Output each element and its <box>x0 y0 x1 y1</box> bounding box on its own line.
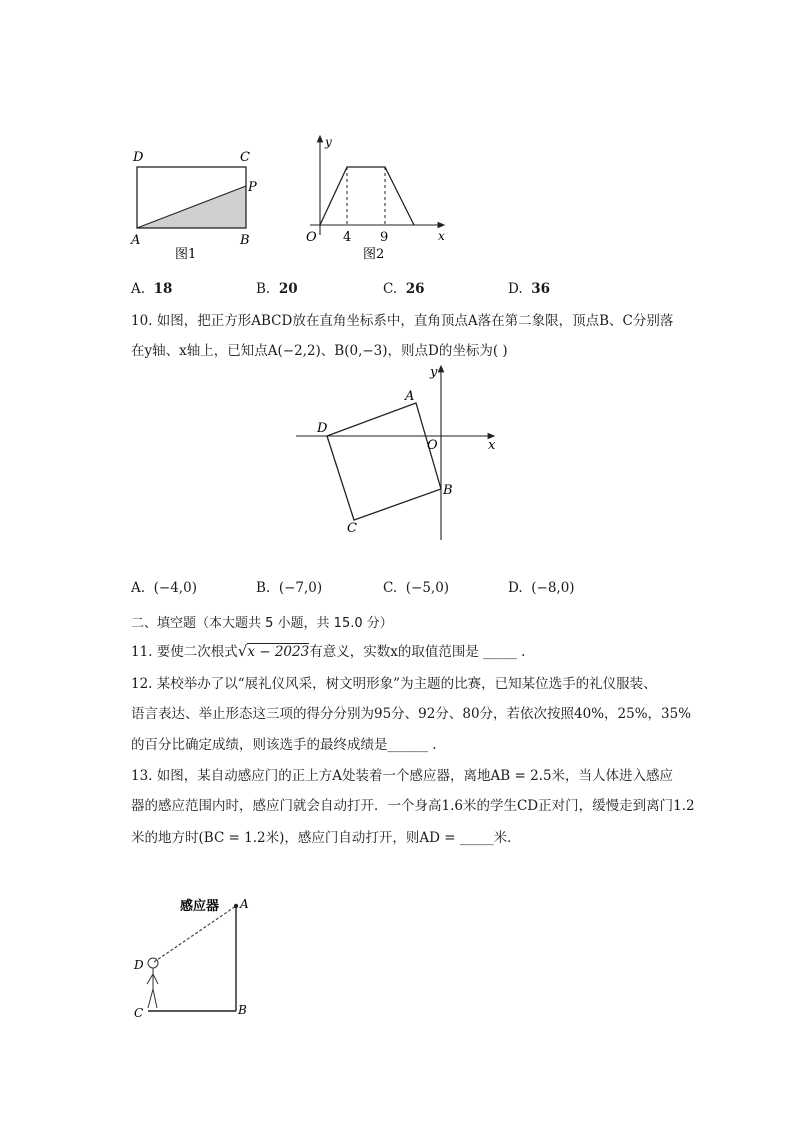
label-A: A <box>405 389 415 404</box>
sight-line <box>154 906 236 962</box>
fig1-caption: 图1 <box>175 247 197 262</box>
graph-line <box>320 167 414 225</box>
axis-x-label: x <box>438 229 445 243</box>
label-D: D <box>133 150 144 165</box>
q12-line-1: 12. 某校举办了以“展礼仪风采，树文明形象”为主题的比赛，已知某位选手的礼仪服装、 <box>131 676 657 692</box>
label-B: B <box>443 483 453 498</box>
origin-label: O <box>427 438 438 453</box>
q9-figure-1 <box>125 145 265 263</box>
q13-line-3: 米的地方时(BC = 1.2米)，感应门自动打开，则AD = _____米． <box>131 830 521 846</box>
q9-option-c: C. 26 <box>383 281 425 297</box>
q11-suffix: 有意义，实数x的取值范围是 _____ . <box>309 644 526 660</box>
origin-label: O <box>306 230 317 245</box>
q10-option-d: D. (−8,0) <box>508 580 575 596</box>
fig2-caption: 图2 <box>363 247 385 262</box>
label-C: C <box>134 1006 144 1020</box>
q10-line-2: 在y轴、x轴上，已知点A(−2,2)、B(0,−3)，则点D的坐标为( ) <box>131 343 508 359</box>
q10-line-1: 10. 如图，把正方形ABCD放在直角坐标系中，直角顶点A落在第二象限，顶点B、C分别落 <box>131 313 674 329</box>
label-A: A <box>131 233 141 248</box>
q13-line-2: 器的感应范围内时，感应门就会自动打开．一个身高1.6米的学生CD正对门，缓慢走到离门1.2 <box>131 798 695 814</box>
q12-line-2: 语言表达、举止形态这三项的得分分别为95分、92分、80分，若依次按照40%，25%，35% <box>131 706 692 722</box>
label-B: B <box>240 233 250 248</box>
label-C: C <box>240 150 250 165</box>
axis-x-label: x <box>488 438 496 453</box>
q12-line-3: 的百分比确定成绩，则该选手的最终成绩是______ . <box>131 737 437 753</box>
q10-figure <box>290 360 505 550</box>
label-P: P <box>248 180 257 195</box>
student-icon <box>147 958 158 1008</box>
q11-prefix: 11. 要使二次根式 <box>131 644 238 660</box>
label-C: C <box>347 521 357 536</box>
axis-y-label: y <box>325 135 332 149</box>
q13-line-1: 13. 如图，某自动感应门的正上方A处装着一个感应器，离地AB = 2.5米，当人体进入感应 <box>131 768 674 784</box>
q9-option-b: B. 20 <box>256 281 298 297</box>
label-A: A <box>240 897 249 911</box>
tick-9: 9 <box>380 230 389 245</box>
q11-radicand: x − 2023 <box>247 644 310 660</box>
q10-option-a: A. (−4,0) <box>131 580 197 596</box>
sqrt-icon: √ <box>237 642 248 660</box>
square-abcd <box>327 403 441 520</box>
section-title: 二、填空题（本大题共 5 小题，共 15.0 分） <box>131 616 393 631</box>
q10-option-b: B. (−7,0) <box>256 580 323 596</box>
label-D: D <box>317 421 328 436</box>
sensor-label: 感应器 <box>180 899 220 914</box>
axis-y-label: y <box>430 365 438 380</box>
q10-option-c: C. (−5,0) <box>383 580 450 596</box>
q9-figure-2 <box>290 130 460 265</box>
tick-4: 4 <box>343 230 352 245</box>
label-D: D <box>134 958 144 972</box>
q11-line <box>131 642 525 661</box>
label-B: B <box>238 1003 247 1017</box>
q9-option-a: A. 18 <box>131 281 173 297</box>
q13-figure <box>128 890 268 1025</box>
q9-option-d: D. 36 <box>508 281 551 297</box>
